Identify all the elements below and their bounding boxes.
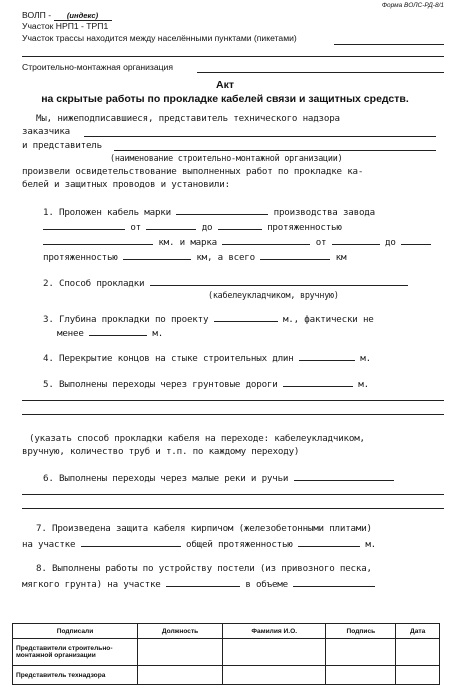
item-2-line: 2. Способ прокладки [43,276,408,289]
laying-method-field [150,276,408,286]
table-row [13,666,440,685]
item-1-line-2: от до протяженностью [43,220,342,233]
org-label: Строительно-монтажная организация [22,62,174,72]
item-5-fill-1 [22,400,444,401]
header-name: Фамилия И.О. [223,624,326,639]
item-6-line: 6. Выполнены переходы через малые реки и ручьи [43,471,394,484]
section-label: Участок НРП1 - ТРП1 [22,21,109,31]
name-cell [223,639,326,666]
signature-cell [326,666,396,685]
volp-index: (индекс) [54,11,112,21]
cable-brand-field [176,205,268,215]
signature-table [12,623,440,685]
intro-line-5: произвели освидетельствование выполненных работ по прокладке ка- [22,166,364,177]
name-cell [223,666,326,685]
item-8-line-2: мягкого грунта) на участке в объеме [22,577,375,590]
header-signed: Подписали [13,624,138,639]
item-7-line-1: 7. Произведена защита кабеля кирпичом (железобетонными плитами) [36,523,372,534]
item-2-caption: (кабелеукладчиком, вручную) [208,290,339,300]
header-position: Должность [138,624,223,639]
item-5-line: 5. Выполнены переходы через грунтовые дороги м. [43,379,369,390]
intro-caption: (наименование строительно-монтажной организации) [110,153,343,163]
header-signature: Подпись [326,624,396,639]
header-date: Дата [396,624,440,639]
row-label-supervision: Представитель технадзора [13,666,138,685]
volp-prefix: ВОЛП - [22,10,52,20]
intro-line-6: белей и защитных проводов и установили: [22,179,230,190]
signature-table-header [13,624,440,639]
row-label-contractor: Представители строительно-монтажной организации [13,639,138,666]
contractor-fill-line [114,150,436,151]
org-fill-line [197,72,444,73]
item-1-line-3: км. и марка от до [43,235,431,248]
item-4-line: 4. Перекрытие концов на стыке строительных длин м. [43,353,371,364]
item-1-line-4: протяженностью км, а всего км [43,252,347,263]
item-7-line-2: на участке общей протяженностью м. [22,539,377,550]
act-title: Акт [216,79,234,91]
signature-cell [326,639,396,666]
route-fill-line [334,44,444,45]
intro-line-2: заказчика [22,126,70,137]
form-code: Форма ВОЛС-РД-8/1 [381,2,444,9]
item-8-line-1: 8. Выполнены работы по устройству постели (из привозного песка, [36,563,372,574]
table-row [13,639,440,666]
item-5-note-1: (указать способ прокладки кабеля на переходе: кабелеукладчиком, [29,433,365,444]
item-5-note-2: вручную, количество труб и т.п. по каждому переходу) [22,446,300,457]
route-fill-line-2 [22,56,444,57]
item-5-fill-2 [22,414,444,415]
item-3-line-1: 3. Глубина прокладки по проекту м., фактически не [43,314,374,325]
volp-line [22,10,112,21]
act-subtitle: на скрытые работы по прокладке кабелей связи и защитных средств. [41,93,409,105]
date-cell [396,639,440,666]
item-3-line-2: менее м. [57,328,164,339]
date-cell [396,666,440,685]
position-cell [138,666,223,685]
item-6-fill-1 [22,494,444,495]
item-1-line-1: 1. Проложен кабель марки производства завода [43,207,375,218]
item-6-fill-2 [22,508,444,509]
position-cell [138,639,223,666]
customer-fill-line [84,136,436,137]
intro-line-1: Мы, нижеподписавшиеся, представитель технического надзора [36,113,340,124]
intro-line-3: и представитель [22,140,102,151]
route-label: Участок трассы находится между населёнными пунктами (пикетами) [22,33,297,43]
